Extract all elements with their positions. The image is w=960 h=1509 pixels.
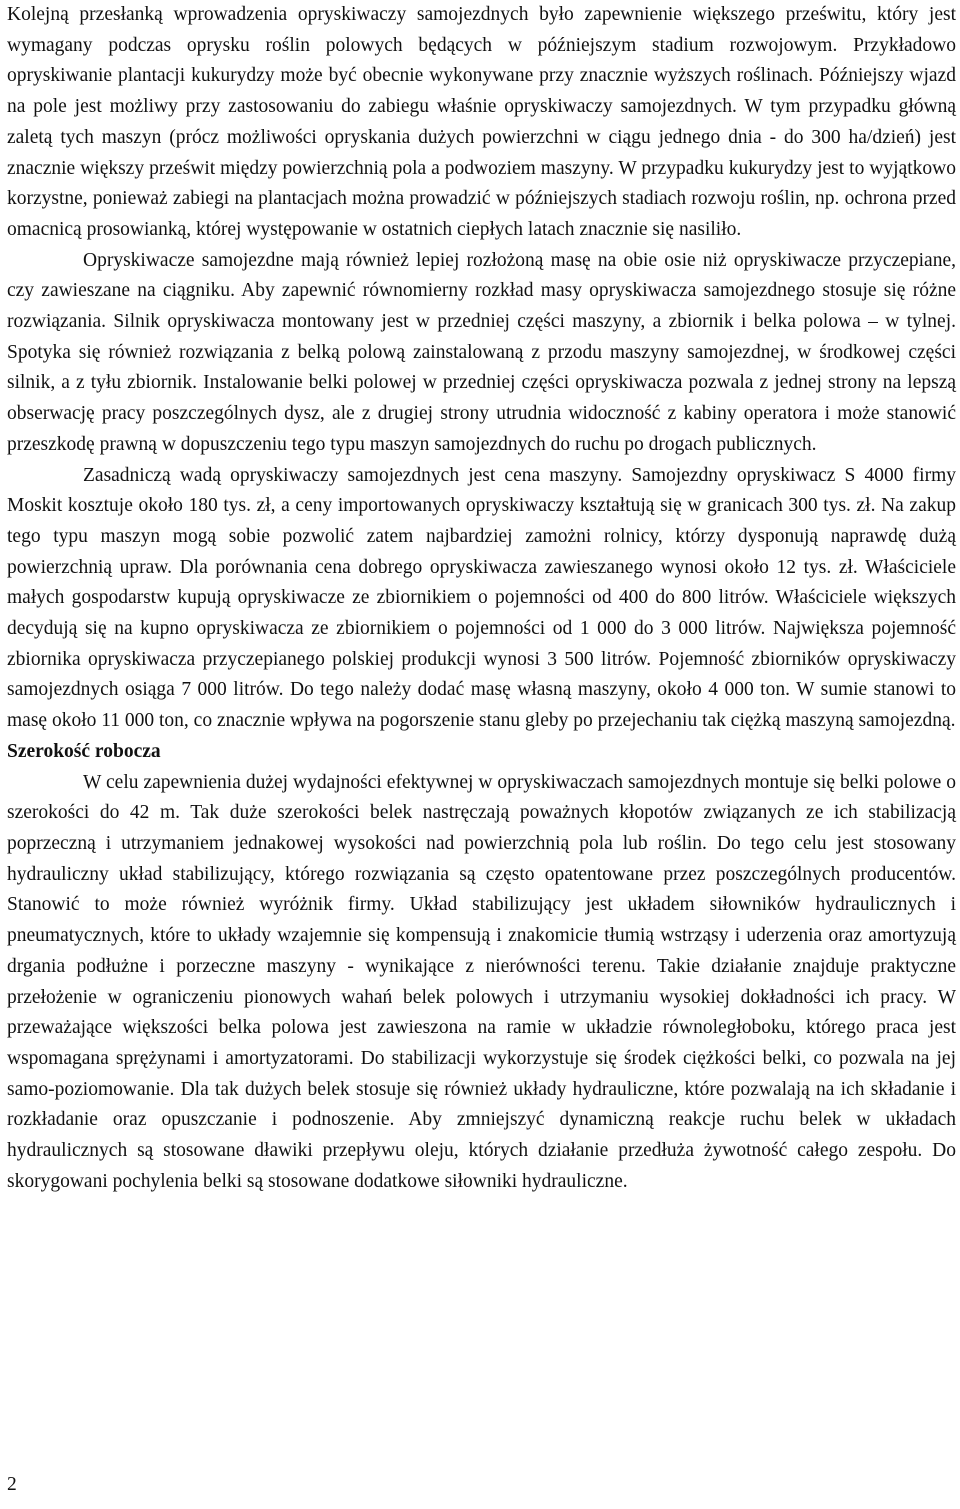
- paragraph-price-drawback: Zasadniczą wadą opryskiwaczy samojezdnych jest cena maszyny. Samojezdny opryskiwacz S 4000 firmy Moskit kosztuje około 180 tys. zł, a ceny importowanych opryskiwaczy kształtują się w granicach 300 tys. zł. Na zakup tego typu maszyn mogą sobie pozwolić zatem najbardziej zamożni rolnicy, którzy dysponują naprawdę dużą powierzchnią upraw. Dla porównania cena dobrego opryskiwacza zawieszanego wynosi około 12 tys. zł. Właściciele małych gospodarstw kupują opryskiwacze ze zbiornikiem o pojemności od 400 do 800 litrów. Właściciele większych decydują się na kupno opryskiwacza ze zbiornikiem o pojemności od 1 000 do 3 000 litrów. Największa pojemność zbiornika opryskiwacza przyczepianego polskiej produkcji wynosi 3 500 litrów. Pojemność zbiorników opryskiwaczy samojezdnych osiąga 7 000 litrów. Do tego należy dodać masę własną maszyny, około 4 000 ton. W sumie stanowi to masę około 11 000 ton, co znacznie wpływa na pogorszenie stanu gleby po przejechaniu tak ciężką maszyną samojezdną.: [7, 464, 956, 732]
- paragraph-prescriptions-clearance: Kolejną przesłanką wprowadzenia opryskiwaczy samojezdnych było zapewnienie większego prześwitu, który jest wymagany podczas oprysku roślin polowych będących w późniejszym stadium rozwojowym. Przykładowo opryskiwanie plantacji kukurydzy może być obecnie wykonywane przy znacznie wyższych roślinach. Późniejszy wjazd na pole jest możliwy przy zastosowaniu do zabiegu właśnie opryskiwaczy samojezdnych. W tym przypadku główną zaletą tych maszyn (prócz możliwości opryskania dużych powierzchni w ciągu jednego dnia - do 300 ha/dzień) jest znacznie większy prześwit między powierzchnią pola a podwoziem maszyny. W przypadku kukurydzy jest to wyjątkowo korzystne, ponieważ zabiegi na plantacjach można prowadzić w późniejszych stadiach rozwoju roślin, np. ochrona przed omacnicą prosowianką, której występowanie w ostatnich ciepłych latach znacznie się nasiliło.: [7, 4, 956, 240]
- paragraph-working-width: W celu zapewnienia dużej wydajności efektywnej w opryskiwaczach samojezdnych montuje się belki polowe o szerokości do 42 m. Tak duże szerokości belek nastręczają poważnych kłopotów związanych ze ich stabilizacją poprzeczną i utrzymaniem jednakowej wysokości nad powierzchnią pola lub roślin. Do tego celu jest stosowany hydrauliczny układ stabilizujący, którego rozwiązania są często opatentowane przez poszczególnych producentów. Stanowić to może również wyróżnik firmy. Układ stabilizujący jest układem siłowników hydraulicznych i pneumatycznych, które to układy wzajemnie się kompensują i znakomicie tłumią wstrząsy i uderzenia oraz amortyzują drgania podłużne i porzeczne maszyny - wynikające z nierówności terenu. Takie działanie znajduje praktyczne przełożenie w ograniczeniu pionowych wahań belek polowych i utrzymaniu wysokiej dokładności ich pracy. W przeważające większości belka polowa jest zawieszona na ramie w układzie równoległoboku, którego praca jest wspomagana sprężynami i amortyzatorami. Do stabilizacji wykorzystuje się środek ciężkości belki, co pozwala na jej samo-poziomowanie. Dla tak dużych belek stosuje się również układy hydrauliczne, które pozwalają na ich składanie i rozkładanie oraz opuszczanie i podnoszenie. Aby zmniejszyć dynamiczną reakcje ruchu belek w układach hydraulicznych są stosowane dławiki przepływu oleju, których działanie przedłuża żywotność całego zespołu. Do skorygowani pochylenia belki są stosowane dodatkowe siłowniki hydrauliczne.: [7, 771, 956, 1192]
- page-number: 2: [7, 1474, 17, 1495]
- section-heading-working-width: Szerokość robocza: [7, 740, 161, 762]
- paragraph-mass-distribution: Opryskiwacze samojezdne mają również lepiej rozłożoną masę na obie osie niż opryskiwacze przyczepiane, czy zawieszane na ciągniku. Aby zapewnić równomierny rozkład masy opryskiwacza samojezdnego stosuje się różne rozwiązania. Silnik opryskiwacza montowany jest w przedniej części maszyny, a zbiornik i belka polowa – w tylnej. Spotyka się również rozwiązania z belką polową zainstalowaną z przodu maszyny samojezdnej, w środkowej części silnik, a z tyłu zbiornik. Instalowanie belki polowej w przedniej części opryskiwacza pozwala z jednej strony na lepszą obserwację pracy poszczególnych dysz, ale z drugiej strony utrudnia widoczność z kabiny operatora i może stanowić przeszkodę prawną w dopuszczeniu tego typu maszyn samojezdnych do ruchu po drogach publicznych.: [7, 249, 956, 455]
- document-page: [7, 0, 956, 1197]
